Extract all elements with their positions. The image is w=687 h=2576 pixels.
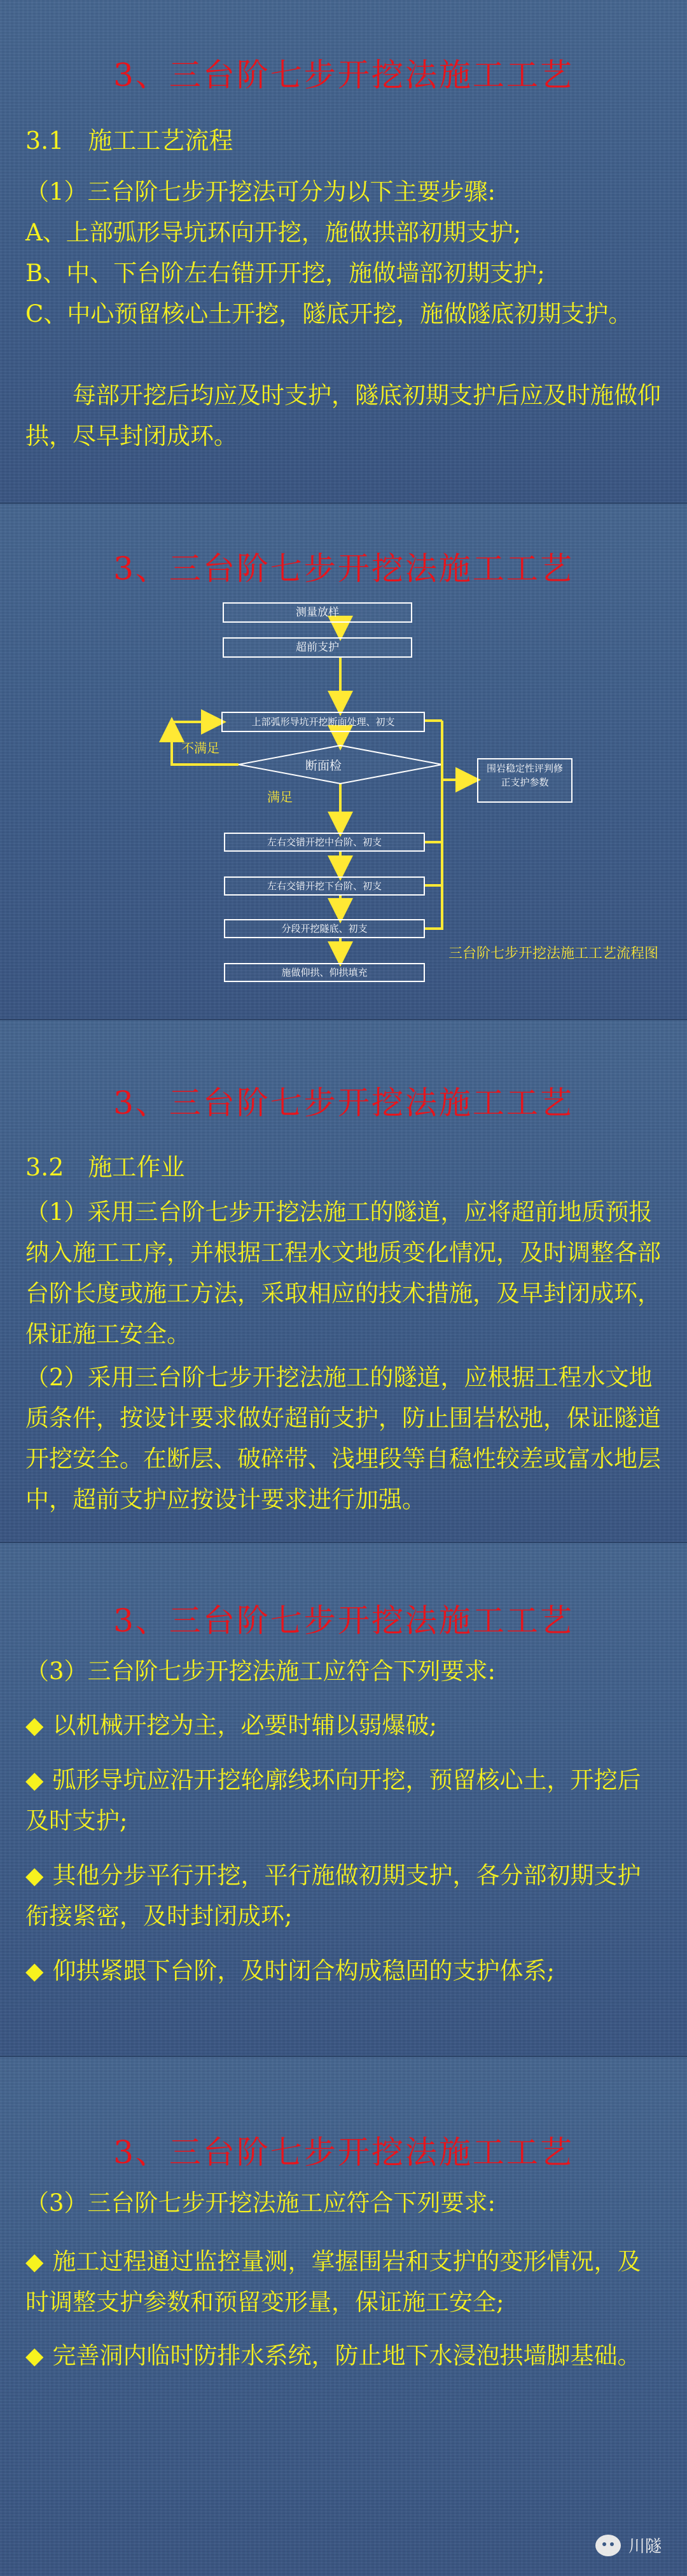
diamond-bullet-icon: ◆ — [25, 2342, 44, 2369]
work-paragraph-2: （2）采用三台阶七步开挖法施工的隧道，应根据工程水文地质条件，按设计要求做好超前支护，防止围岩松弛，保证隧道开挖安全。在断层、破碎带、浅埋段等自稳性较差或富水地层中，超前支护应按设计要求进行加强。 — [25, 1364, 661, 1513]
flow-step-upper-heading: 上部弧形导坑开挖断面处理、初支 — [221, 712, 425, 732]
watermark — [595, 2533, 662, 2557]
slide-title: 3、三台阶七步开挖法施工工艺 — [113, 2134, 574, 2171]
diamond-bullet-icon: ◆ — [25, 1957, 44, 1984]
requirement-text: 弧形导坑应沿开挖轮廓线环向开挖，预留核心土，开挖后及时支护; — [25, 1766, 641, 1834]
step-a: A、上部弧形导坑环向开挖，施做拱部初期支护; — [25, 219, 522, 246]
slide-title: 3、三台阶七步开挖法施工工艺 — [113, 550, 574, 587]
requirement-item — [25, 1760, 662, 1841]
requirement-item — [25, 1705, 662, 1746]
diamond-bullet-icon: ◆ — [25, 1712, 44, 1739]
requirement-item — [25, 1855, 662, 1937]
flow-step-invert-fill: 施做仰拱、仰拱填充 — [224, 963, 425, 982]
flowchart-caption: 三台阶七步开挖法施工工艺流程图 — [448, 946, 659, 962]
requirement-text: 仰拱紧跟下台阶，及时闭合构成稳固的支护体系; — [52, 1957, 555, 1984]
requirements-list — [25, 1705, 662, 1991]
slide-title: 3、三台阶七步开挖法施工工艺 — [113, 57, 574, 93]
slide-construction-work — [0, 1020, 687, 1542]
flow-judgment-box: 围岩稳定性评判修正支护参数 — [477, 758, 572, 803]
requirements-intro: （3）三台阶七步开挖法施工应符合下列要求: — [25, 2189, 496, 2217]
wechat-icon — [595, 2535, 621, 2556]
flow-not-satisfied-label: 不满足 — [181, 740, 219, 756]
slide-title: 3、三台阶七步开挖法施工工艺 — [113, 1602, 574, 1639]
step-b: B、中、下台阶左右错开开挖，施做墙部初期支护; — [25, 260, 545, 287]
slide-flowchart — [0, 504, 687, 1019]
slide-requirements-2 — [0, 2057, 687, 2576]
requirements-list — [25, 2241, 662, 2376]
step-c: C、中心预留核心土开挖，隧底开挖，施做隧底初期支护。 — [25, 300, 632, 328]
flowchart-connectors — [0, 504, 687, 1019]
slide-title: 3、三台阶七步开挖法施工工艺 — [113, 1084, 574, 1121]
requirement-text: 以机械开挖为主，必要时辅以弱爆破; — [52, 1712, 437, 1739]
diamond-bullet-icon: ◆ — [25, 1766, 44, 1794]
flow-inspection-label: 断面检 — [305, 759, 342, 773]
flow-satisfied-label: 满足 — [267, 789, 293, 805]
slide-process-overview — [0, 0, 687, 502]
flow-step-advance-support: 超前支护 — [223, 637, 412, 658]
flow-step-lower-bench: 左右交错开挖下台阶、初支 — [224, 876, 425, 896]
requirement-item — [25, 2336, 662, 2376]
requirement-text: 施工过程通过监控量测，掌握围岩和支护的变形情况，及时调整支护参数和预留变形量，保证施工安全; — [25, 2248, 641, 2316]
flow-step-survey: 测量放样 — [223, 602, 412, 623]
diamond-bullet-icon: ◆ — [25, 1862, 44, 1889]
flow-step-middle-bench: 左右交错开挖中台阶、初支 — [224, 833, 425, 852]
section-heading: 3.1 施工工艺流程 — [25, 127, 233, 155]
requirement-text: 其他分步平行开挖，平行施做初期支护，各分部初期支护衔接紧密，及时封闭成环; — [25, 1862, 641, 1930]
watermark-text: 川隧 — [628, 2537, 662, 2556]
requirements-intro: （3）三台阶七步开挖法施工应符合下列要求: — [25, 1658, 496, 1685]
requirement-item — [25, 2241, 662, 2323]
diamond-bullet-icon: ◆ — [25, 2248, 44, 2275]
requirement-item — [25, 1951, 662, 1991]
section-heading: 3.2 施工作业 — [25, 1153, 185, 1181]
step-intro: （1）三台阶七步开挖法可分为以下主要步骤: — [25, 178, 496, 205]
steps-list — [25, 172, 662, 335]
flow-step-invert-excavation: 分段开挖隧底、初支 — [224, 919, 425, 938]
work-paragraph-1: （1）采用三台阶七步开挖法施工的隧道，应将超前地质预报纳入施工工序，并根据工程水文地质变化情况，及时调整各部台阶长度或施工方法，采取相应的技术措施，及早封闭成环，保证施工安全。 — [25, 1198, 661, 1348]
slide-requirements-1 — [0, 1543, 687, 2056]
support-paragraph: 每部开挖后均应及时支护，隧底初期支护后应及时施做仰拱，尽早封闭成环。 — [25, 382, 661, 450]
requirement-text: 完善洞内临时防排水系统，防止地下水浸泡拱墙脚基础。 — [52, 2342, 641, 2369]
